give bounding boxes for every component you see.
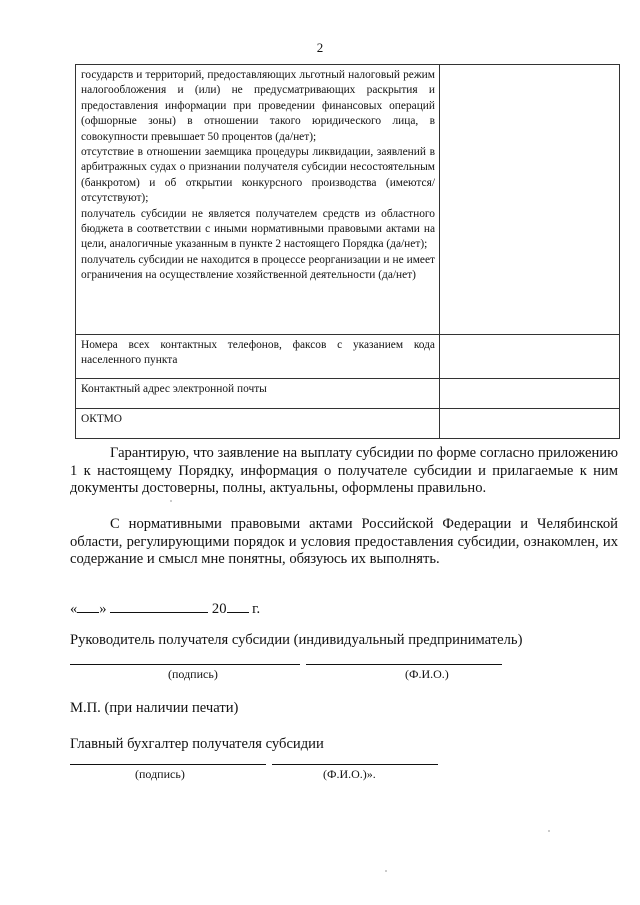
condition-other-funds: получатель субсидии не является получателем средств из областного бюджета в соответствии с иными нормативными правовыми актами на цели, аналогичные указанным в пункте 2 настоящего Порядка (да/нет); <box>81 207 435 251</box>
oktmo-label: ОКТМО <box>76 409 440 439</box>
head-signature-line[interactable] <box>70 664 300 665</box>
day-blank[interactable] <box>77 598 99 613</box>
head-name-line[interactable] <box>306 664 502 665</box>
guarantee-paragraph: Гарантирую, что заявление на выплату субсидии по форме согласно приложению 1 к настоящему Порядку, информация о получателе субсидии и прилагаемые к ним документы достоверны, полны, актуальны, оформлены правильно. <box>70 445 618 497</box>
table-row <box>76 379 620 409</box>
email-value-cell[interactable] <box>440 379 620 409</box>
condition-offshore: государств и территорий, предоставляющих льготный налоговый режим налогообложения и (или) не предусматривающих раскрытия и предоставления информации при проведении финансовых операций (офшорные зоны) в отношении такого юридического лица, в совокупности превышает 50 процентов (да/нет); <box>81 69 435 143</box>
email-label: Контактный адрес электронной почты <box>76 379 440 409</box>
table-row <box>76 335 620 379</box>
head-name-caption: (Ф.И.О.) <box>405 667 449 681</box>
stamp-label: М.П. (при наличии печати) <box>70 700 239 716</box>
phones-value-cell[interactable] <box>440 335 620 379</box>
head-signature-caption: (подпись) <box>168 667 218 681</box>
conditions-value-cell[interactable] <box>440 65 620 335</box>
scan-speck <box>548 830 550 832</box>
page-number: 2 <box>316 40 324 55</box>
table-row <box>76 409 620 439</box>
date-close-quote: » <box>99 601 107 617</box>
applicant-info-table <box>75 64 620 439</box>
year-suffix: г. <box>252 601 261 617</box>
accountant-title: Главный бухгалтер получателя субсидии <box>70 736 324 752</box>
accountant-signature-line[interactable] <box>70 764 266 765</box>
date-line <box>70 598 260 618</box>
year-blank[interactable] <box>227 598 249 613</box>
table-row <box>76 65 620 335</box>
condition-liquidation: отсутствие в отношении заемщика процедуры ликвидации, заявлений в арбитражных судах о признании получателя субсидии несостоятельным (банкротом) и об открытии конкурсного производства (имеются/отсутствуют); <box>81 146 435 205</box>
year-prefix: 20 <box>211 601 227 617</box>
accountant-name-caption: (Ф.И.О.)». <box>323 767 376 781</box>
conditions-cell <box>76 65 440 335</box>
accountant-name-line[interactable] <box>272 764 438 765</box>
oktmo-value-cell[interactable] <box>440 409 620 439</box>
scan-speck <box>170 500 172 502</box>
head-title: Руководитель получателя субсидии (индивидуальный предприниматель) <box>70 632 523 648</box>
acknowledgement-paragraph: С нормативными правовыми актами Российской Федерации и Челябинской области, регулирующими порядок и условия предоставления субсидии, ознакомлен, их содержание и смысл мне понятны, обязуюсь их выполнять. <box>70 516 618 568</box>
accountant-signature-caption: (подпись) <box>135 767 185 781</box>
month-blank[interactable] <box>110 598 208 613</box>
phones-label: Номера всех контактных телефонов, факсов с указанием кода населенного пункта <box>76 335 440 379</box>
scan-speck <box>385 870 387 872</box>
condition-reorganization: получатель субсидии не находится в процессе реорганизации и не имеет ограничения на осуществление хозяйственной деятельности (да/нет) <box>81 253 435 282</box>
date-open-quote: « <box>70 601 78 617</box>
